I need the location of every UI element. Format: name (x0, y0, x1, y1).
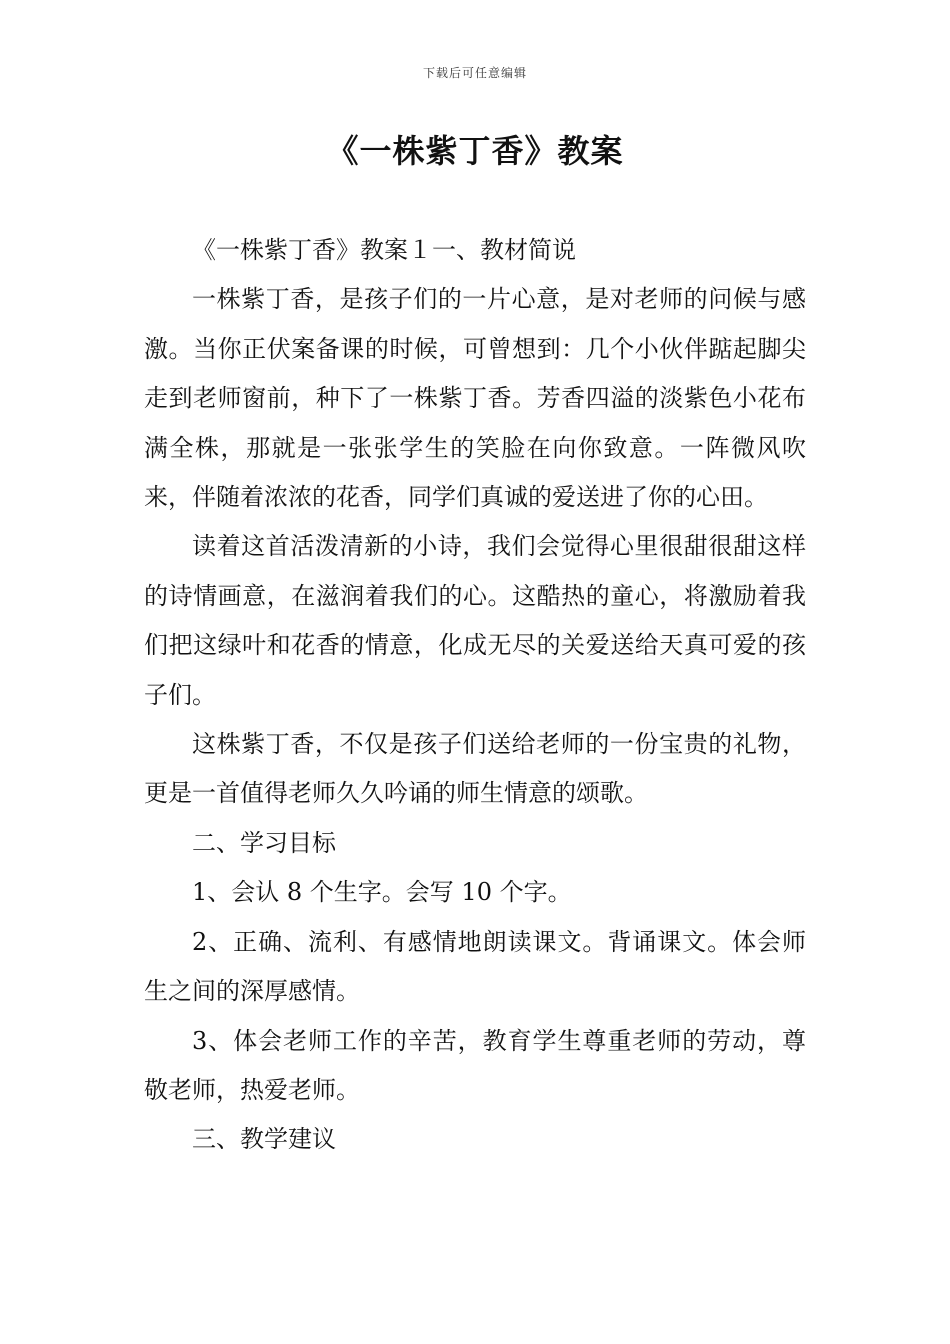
list-item: 2、正确、流利、有感情地朗读课文。背诵课文。体会师生之间的深厚感情。 (144, 927, 806, 1006)
paragraph-intro-heading: 《一株紫丁香》教案１一、教材简说 (192, 236, 576, 264)
paragraph: 这株紫丁香，不仅是孩子们送给老师的一份宝贵的礼物，更是一首值得老师久久吟诵的师生情意的颂歌。 (144, 730, 806, 808)
list-item: 1、会认 8 个生字。会写 10 个字。 (192, 878, 572, 907)
paragraph: 读着这首活泼清新的小诗，我们会觉得心里很甜很甜这样的诗情画意，在滋润着我们的心。这酷热的童心，将激励着我们把这绿叶和花香的情意，化成无尽的关爱送给天真可爱的孩子们。 (144, 532, 806, 709)
document-title: 《一株紫丁香》教案 (326, 132, 624, 170)
section-heading: 三、教学建议 (192, 1125, 336, 1154)
paragraph: 一株紫丁香，是孩子们的一片心意，是对老师的问候与感激。当你正伏案备课的时候，可曾想到：几个小伙伴踮起脚尖走到老师窗前，种下了一株紫丁香。芳香四溢的淡紫色小花布满全株，那就是一张张学生的笑脸在向你致意。一阵微风吹来，伴随着浓浓的花香，同学们真诚的爱送进了你的心田。 (144, 285, 806, 512)
section-heading: 二、学习目标 (192, 828, 336, 857)
list-item: 3、体会老师工作的辛苦，教育学生尊重老师的劳动，尊敬老师，热爱老师。 (144, 1026, 806, 1104)
header-note: 下载后可任意编辑 (422, 66, 527, 80)
document-body (144, 226, 806, 1165)
